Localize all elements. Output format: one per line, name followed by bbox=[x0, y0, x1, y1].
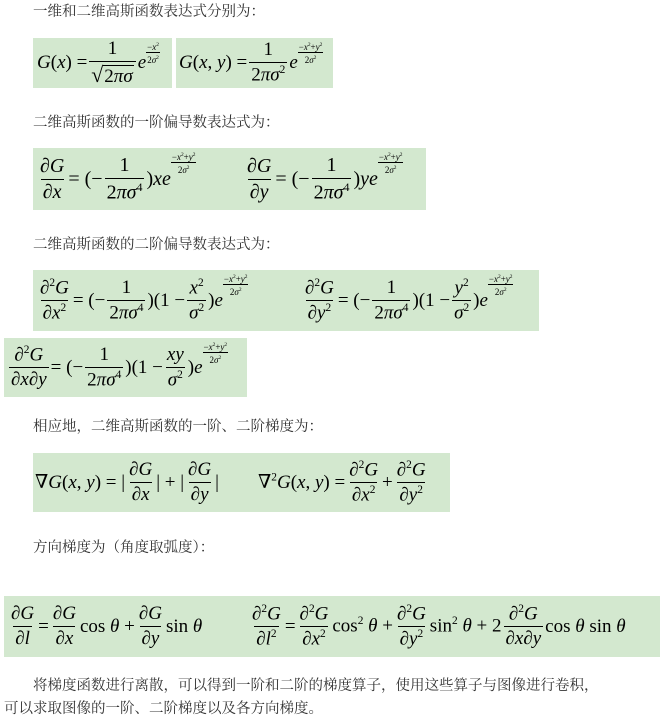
formula-gaussian-2d: G(x, y) = $\frac{1}{2\pi\sigma^2}$ e $-x^2+y^2$ $2\sigma^2$ bbox=[176, 38, 333, 88]
intro-directional-gradient: 方向梯度为（角度取弧度）： bbox=[33, 540, 215, 556]
intro-first-order-partials: 二维高斯函数的一阶偏导数表达式为： bbox=[33, 115, 280, 131]
formula-first-order-partials: $\frac{\partial G}{\partial x}$ = (− $\frac{1}{2\pi\sigma^4}$ )xe $-x^2+y^2$ $2\sigma^2$ $\frac{\partial G}{\partial y}$ = (− $\frac{1}{2\pi\sigma^4}$ )ye $-x^2+y^2$ $2\sigma^2$ bbox=[33, 148, 426, 210]
intro-second-order-partials: 二维高斯函数的二阶偏导数表达式为： bbox=[33, 237, 280, 253]
formula-directional-gradients: $\frac{\partial G}{\partial l}$ = $\frac{\partial G}{\partial x}$ cos θ + $\frac{\partial G}{\partial y}$ sin θ $\frac{\partial^2G}{\partial l^2}$ = $\frac{\partial^2G}{\partial x^2}$ $\cos^2 \theta$ + $\frac{\partial^2G}{\partial y^2}$ $\sin^2 \theta + 2$ ∂$^2$G ∂x∂y cos θ sin θ bbox=[4, 596, 660, 657]
formula-second-order-xy: $\frac{\partial^2G}{\partial x\partial y}$ = (− $\frac{1}{2\pi\sigma^4}$ )(1 − $\frac{xy}{\sigma^2}$ )e $-x^2+y^2$ $2\sigma^2$ bbox=[4, 338, 247, 397]
intro-1d-2d-gaussian: 一维和二维高斯函数表达式分别为： bbox=[33, 4, 265, 20]
formula-second-order-xx-yy: $\frac{\partial^2G}{\partial x^2}$ = (− $\frac{1}{2\pi\sigma^4}$ )(1 − $\frac{x^2}{\sigma^2}$ )e $-x^2+y^2$ $2\sigma^2$ $\frac{\partial^2G}{\partial y^2}$ = (− $\frac{1}{2\pi\sigma^4}$ )(1 − $\frac{y^2}{\sigma^2}$ )e $-x^2+y^2$ $2\sigma^2$ bbox=[33, 270, 539, 331]
formula-gaussian-1d: G(x) = $\frac{1}{√2\pi\sigma}$ e $-x^2$ $2\sigma^2$ bbox=[33, 38, 172, 88]
intro-gradients: 相应地，二维高斯函数的一阶、二阶梯度为： bbox=[33, 419, 323, 435]
closing-paragraph-line-1: 将梯度函数进行离散，可以得到一阶和二阶的梯度算子，使用这些算子与图像进行卷积， bbox=[33, 678, 599, 694]
formula-gradient-laplacian: ∇G(x, y) = | ∂G ∂x | + | ∂G ∂y | ∇$^2$G(x, y) = $\frac{\partial^2G}{\partial x^2}$ + $\frac{\partial^2G}{\partial y^2}$ bbox=[33, 453, 450, 512]
closing-paragraph-line-2: 可以求取图像的一阶、二阶梯度以及各方向梯度。 bbox=[4, 701, 323, 717]
